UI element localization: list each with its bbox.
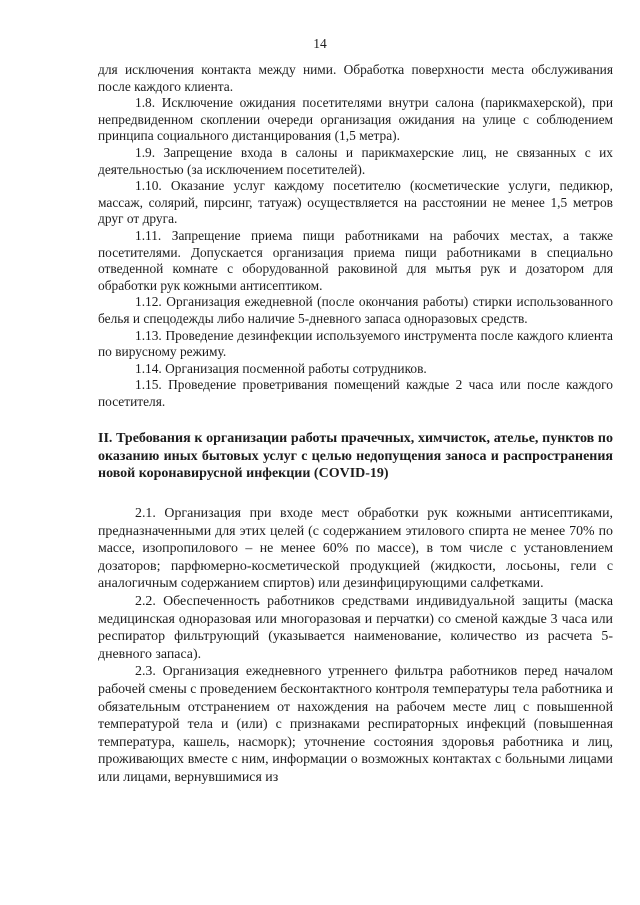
paragraph-1-8: 1.8. Исключение ожидания посетителями внутри салона (парикмахерской), при непредвиденном скоплении очереди организация ожидания на улице с соблюдением принципа социального дистанцирования (1,5 метра). (98, 95, 613, 144)
section-2-body (98, 505, 613, 787)
paragraph-2-2: 2.2. Обеспеченность работников средствами индивидуальной защиты (маска медицинская одноразовая или многоразовая и перчатки) со сменой каждые 3 часа или респиратор фильтрующий (указывается наименование, количество из расчета 5-дневного запаса). (98, 593, 613, 662)
paragraph-1-11: 1.11. Запрещение приема пищи работниками на рабочих местах, а также посетителями. Допускается организация приема пищи работниками в специально отведенной комнате с оборудованной раковиной для мытья рук и дозатором для обработки рук кожными антисептиком. (98, 227, 613, 293)
document-body (98, 62, 613, 786)
page-number: 14 (313, 36, 327, 51)
paragraph-1-10: 1.10. Оказание услуг каждому посетителю (косметические услуги, педикюр, массаж, солярий, пирсинг, татуаж) осуществляется на расстоянии не менее 1,5 метров друг от друга. (98, 178, 613, 227)
paragraph-1-14: 1.14. Организация посменной работы сотрудников. (135, 360, 427, 376)
paragraph-1-9: 1.9. Запрещение входа в салоны и парикмахерские лиц, не связанных с их деятельностью (за исключением посетителей). (98, 144, 613, 177)
paragraph-1-13: 1.13. Проведение дезинфекции используемого инструмента после каждого клиента по вирусному режиму. (98, 327, 613, 360)
paragraph-continuation: для исключения контакта между ними. Обработка поверхности места обслуживания после каждого клиента. (98, 62, 613, 94)
section-title: II. Требования к организации работы прачечных, химчисток, ателье, пунктов по оказанию иных бытовых услуг с целью недопущения заноса и распространения новой коронавирусной инфекции (COVID-19) (98, 431, 613, 482)
paragraph-2-1: 2.1. Организация при входе мест обработки рук кожными антисептиками, предназначенными для этих целей (с содержанием этилового спирта не менее 70% по массе, изопропилового – не менее 60% по массе), в том числе с установлением дозаторов; парфюмерно-косметической продукцией (жидкости, лосьоны, гели с аналогичным содержанием спиртов) или дезинфицирующими салфетками. (98, 505, 613, 592)
paragraph-1-12: 1.12. Организация ежедневной (после окончания работы) стирки использованного белья и спецодежды либо наличие 5-дневного запаса одноразовых средств. (98, 294, 613, 326)
paragraph-1-15: 1.15. Проведение проветривания помещений каждые 2 часа или после каждого посетителя. (98, 377, 613, 409)
paragraph-2-3: 2.3. Организация ежедневного утреннего фильтра работников перед началом рабочей смены с проведением бесконтактного контроля температуры тела работника и обязательным отстранением от нахождения на рабочем месте лиц с повышенной температурой тела и (или) с признаками респираторных инфекций (повышенная температура, кашель, насморк); уточнение состояния здоровья работника и лиц, проживающих вместе с ним, информации о возможных контактах с больными лицами или лицами, вернувшимися из (98, 664, 613, 785)
